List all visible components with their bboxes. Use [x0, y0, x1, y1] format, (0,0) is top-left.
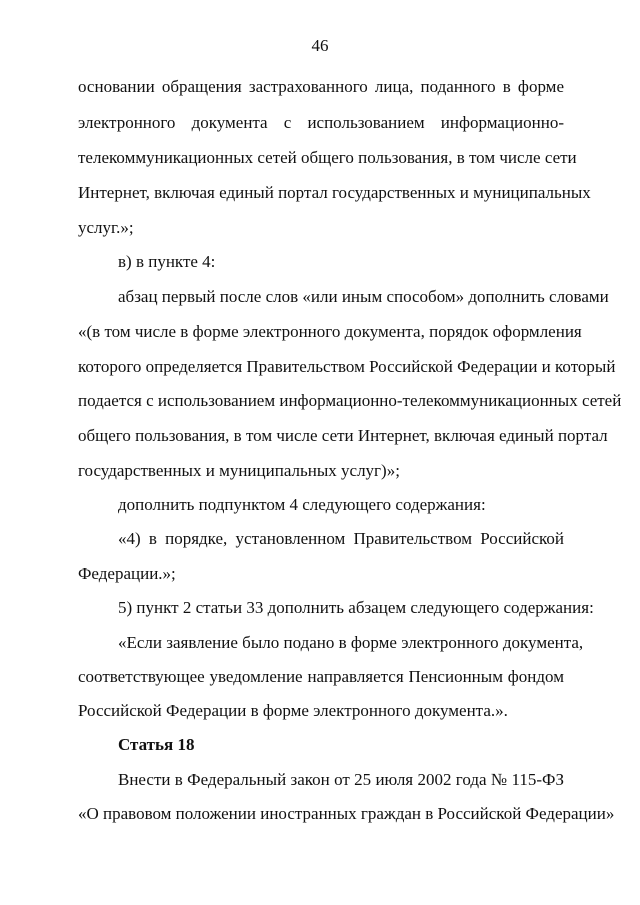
text-line-11: общего пользования, в том числе сети Интернет, включая единый портал: [78, 426, 608, 445]
text-line-8: «(в том числе в форме электронного документа, порядок оформления: [78, 322, 582, 341]
text-line-19: Российской Федерации в форме электронного документа.».: [78, 701, 508, 720]
text-line-18: соответствующее уведомление направляется Пенсионным фондом: [78, 667, 564, 686]
text-line-7: абзац первый после слов «или иным способом» дополнить словами: [118, 287, 609, 306]
text-line-9: которого определяется Правительством Российской Федерации и который: [78, 357, 616, 376]
text-line-2: электронного документа с использованием информационно-: [78, 113, 564, 132]
page-number: 46: [311, 36, 329, 55]
text-line-22: «О правовом положении иностранных граждан в Российской Федерации»: [78, 804, 615, 823]
text-line-4: Интернет, включая единый портал государственных и муниципальных: [78, 183, 591, 202]
text-line-10: подается с использованием информационно-телекоммуникационных сетей: [78, 391, 622, 410]
text-line-14: «4) в порядке, установленном Правительством Российской: [118, 529, 564, 548]
text-line-16: 5) пункт 2 статьи 33 дополнить абзацем следующего содержания:: [118, 598, 594, 617]
text-line-6: в) в пункте 4:: [118, 252, 216, 271]
text-line-13: дополнить подпунктом 4 следующего содержания:: [118, 495, 486, 514]
text-line-5: услуг.»;: [78, 218, 134, 237]
text-line-1: основании обращения застрахованного лица, поданного в форме: [78, 77, 564, 96]
text-line-17: «Если заявление было подано в форме электронного документа,: [118, 633, 584, 652]
text-line-21: Внести в Федеральный закон от 25 июля 2002 года № 115-ФЗ: [118, 770, 564, 789]
text-line-15: Федерации.»;: [78, 564, 176, 583]
text-line-12: государственных и муниципальных услуг)»;: [78, 461, 400, 480]
article-heading: Статья 18: [118, 735, 195, 754]
text-line-3: телекоммуникационных сетей общего пользования, в том числе сети: [78, 148, 577, 167]
